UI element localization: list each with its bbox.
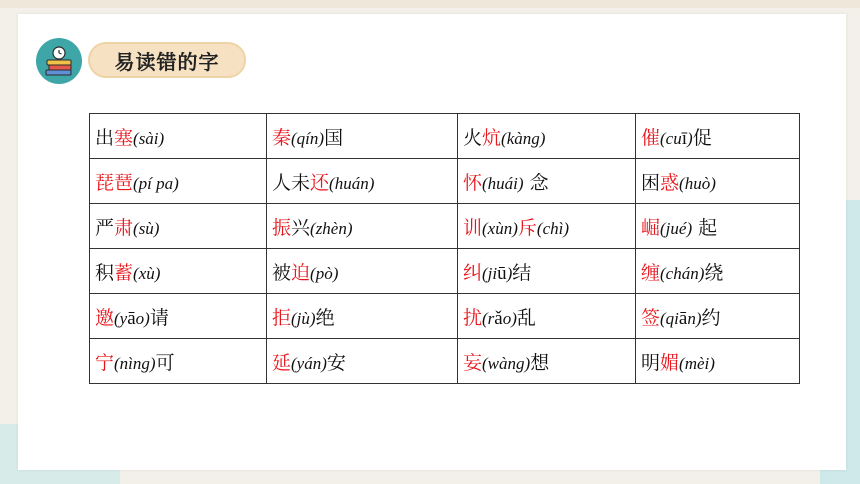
word-cell [267,294,458,339]
character-text: 被 [272,261,292,284]
table-row [90,294,800,339]
highlighted-character: 宁 [95,351,115,374]
word-cell [267,204,458,249]
pinyin-text: ū [497,262,507,284]
character-text: 安 [326,351,346,374]
pinyin-text: ī [681,127,688,149]
pinyin-text: (xùn) [482,218,518,238]
highlighted-character: 拒 [272,306,292,329]
word-cell [267,114,458,159]
pinyin-text: ā [678,307,688,329]
character-text: 乱 [516,306,536,329]
word-cell [636,339,800,384]
highlighted-character: 媚 [660,351,680,374]
character-text: 绕 [704,261,724,284]
highlighted-character: 扰 [463,306,483,329]
word-cell [458,294,636,339]
pinyin-text: (chì) [536,218,569,238]
character-text: 火 [463,126,483,149]
word-cell [90,339,267,384]
pinyin-text: (jué) [660,218,693,238]
pinyin-text: (huái) [482,173,524,193]
character-text: 兴 [291,216,311,239]
pinyin-text: o) [135,308,150,328]
pinyin-text: (qín) [291,128,325,148]
character-text: 可 [155,351,175,374]
pinyin-text: (sài) [133,128,165,148]
page-title: 易读错的字 [114,49,220,74]
highlighted-character: 还 [310,171,330,194]
character-text: 促 [692,126,712,149]
highlighted-character: 塞 [114,126,134,149]
table-row [90,114,800,159]
pinyin-text: (qi [660,308,679,328]
highlighted-character: 邀 [95,306,115,329]
table-row [90,204,800,249]
word-cell [267,249,458,294]
table-row [90,249,800,294]
highlighted-character: 惑 [660,171,680,194]
word-cell [267,339,458,384]
pinyin-text: (jù) [291,308,316,328]
word-cell [90,114,267,159]
highlighted-character: 妄 [463,351,483,374]
word-cell [90,204,267,249]
character-text: 想 [530,351,550,374]
pinyin-text: (sù) [133,218,160,238]
pinyin-text: (kàng) [501,128,546,148]
word-cell [90,159,267,204]
word-cell [636,249,800,294]
character-text: 约 [701,306,721,329]
highlighted-character: 秦 [272,126,292,149]
character-text: 出 [95,126,115,149]
pinyin-text: (ji [482,263,498,283]
highlighted-character: 纠 [463,261,483,284]
pinyin-text: (yán) [291,353,327,373]
character-text: 起 [692,216,718,239]
books-clock-icon [36,38,82,84]
highlighted-character: 怀 [463,171,483,194]
highlighted-character: 签 [641,306,661,329]
word-cell [458,159,636,204]
pinyin-text: (zhèn) [310,218,353,238]
pinyin-text: (cu [660,128,682,148]
pinyin-text: (r [482,308,495,328]
pinyin-text: (y [114,308,128,328]
highlighted-character: 崛 [641,216,661,239]
highlighted-character: 缠 [641,261,661,284]
highlighted-character: 蓄 [114,261,134,284]
word-cell [267,159,458,204]
highlighted-character: 斥 [517,216,537,239]
character-text: 绝 [315,306,335,329]
table-row [90,159,800,204]
pinyin-text: (huò) [679,173,716,193]
highlighted-character: 琵琶 [95,171,134,194]
word-cell [90,294,267,339]
word-cell [636,204,800,249]
table-row [90,339,800,384]
character-text: 人未 [272,171,311,194]
highlighted-character: 延 [272,351,292,374]
highlighted-character: 振 [272,216,292,239]
word-cell [636,294,800,339]
pinyin-text: (huán) [329,173,375,193]
character-text: 困 [641,171,661,194]
pinyin-text: (pò) [310,263,339,283]
pinyin-text: n) [687,308,702,328]
character-text: 国 [324,126,344,149]
character-text: 积 [95,261,115,284]
word-cell [636,159,800,204]
title-pill [88,42,246,78]
pinyin-text: (nìng) [114,353,156,373]
highlighted-character: 催 [641,126,661,149]
pinyin-text: ) [506,263,513,283]
pinyin-text: (xù) [133,263,161,283]
word-cell [458,249,636,294]
highlighted-character: 训 [463,216,483,239]
character-text: 请 [149,306,169,329]
highlighted-character: 迫 [291,261,311,284]
pinyin-text: o) [502,308,517,328]
word-cell [458,204,636,249]
pinyin-text: (pí pa) [133,173,179,193]
word-cell [90,249,267,294]
highlighted-character: 炕 [482,126,502,149]
character-text: 念 [523,171,549,194]
pinyin-text: (mèi) [679,353,715,373]
word-cell [458,114,636,159]
pinyin-text: (chán) [660,263,705,283]
background-top-band [0,0,860,8]
pinyin-text: ) [687,128,693,148]
highlighted-character: 肃 [114,216,134,239]
pinyin-text: (wàng) [482,353,531,373]
character-text: 结 [512,261,532,284]
pinyin-text: ā [127,307,136,329]
word-cell [636,114,800,159]
word-cell [458,339,636,384]
pinyin-text: ǎ [494,307,503,329]
character-text: 严 [95,216,115,239]
word-table [89,113,800,384]
character-text: 明 [641,351,661,374]
